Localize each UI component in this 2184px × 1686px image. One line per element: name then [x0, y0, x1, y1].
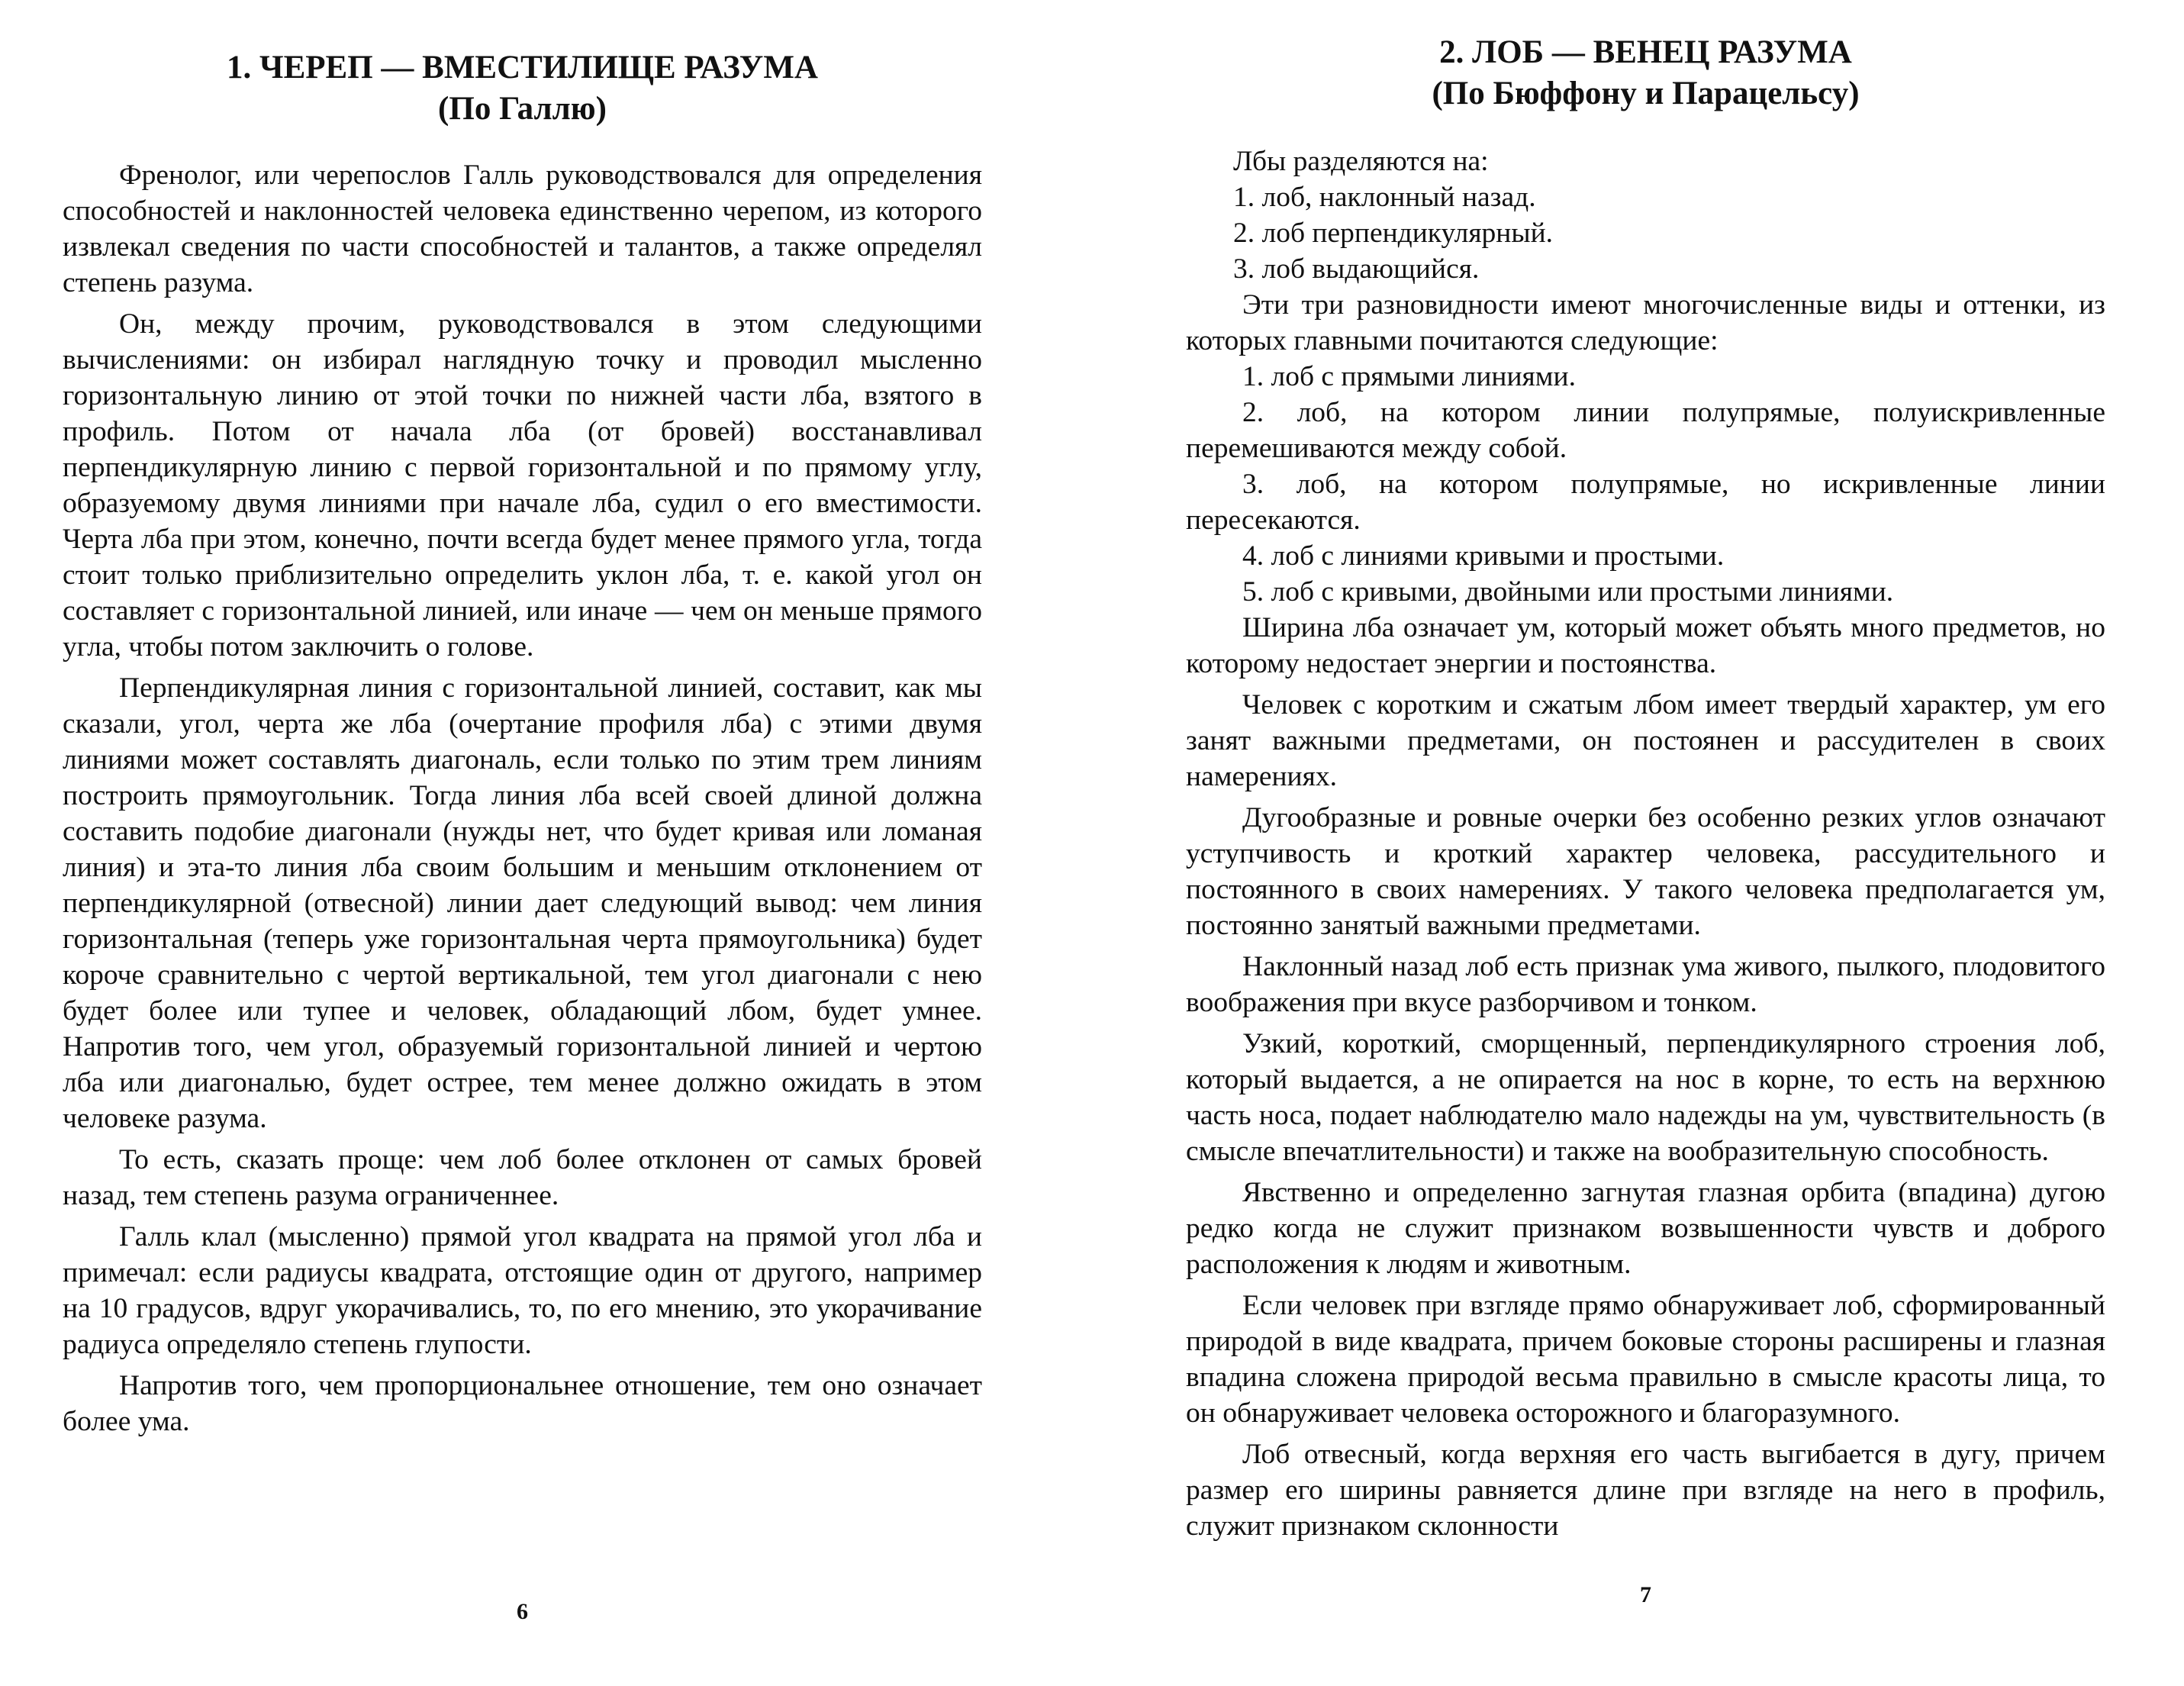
- left-paragraph: Напротив того, чем пропорциональнее отношение, тем оно означает более ума.: [63, 1370, 982, 1437]
- right-paragraph: Ширина лба означает ум, который может объять много предметов, но которому недостает энергии и постоянства.: [1186, 612, 2105, 679]
- forehead-variety-item: 1. лоб с прямыми линиями.: [1242, 361, 1576, 392]
- right-paragraph-varieties: Эти три разновидности имеют многочисленные виды и оттенки, из которых главными почитаются следующие:: [1186, 289, 2105, 356]
- forehead-variety-item: 4. лоб с линиями кривыми и простыми.: [1242, 540, 1725, 572]
- left-chapter-title: [63, 0, 982, 130]
- right-page-body: [1186, 143, 2105, 1549]
- left-paragraph: Френолог, или черепослов Галль руководствовался для определения способностей и наклонностей человека единственно черепом, из которого извлекал сведения по части способностей и талантов, а также определял степень разума.: [63, 160, 982, 298]
- right-intro: Лбы разделяются на:: [1233, 146, 1489, 177]
- right-paragraph: Наклонный назад лоб есть признак ума живого, пылкого, плодовитого воображения при вкусе разборчивом и тонком.: [1186, 951, 2105, 1018]
- left-page-number: 6: [517, 1599, 528, 1624]
- right-chapter-title: [1186, 0, 2105, 114]
- forehead-variety-item: 2. лоб, на котором линии полупрямые, полуискривленные перемешиваются между собой.: [1186, 397, 2105, 464]
- forehead-variety-item: 3. лоб, на котором полупрямые, но искривленные линии пересекаются.: [1186, 469, 2105, 536]
- right-paragraph: Если человек при взгляде прямо обнаруживает лоб, сформированный природой в виде квадрата, причем боковые стороны расширены и глазная впадина сложена природой весьма правильно в смысле красоты лица, то он обнаруживает человека осторожного и благоразумного.: [1186, 1290, 2105, 1429]
- forehead-variety-item: 5. лоб с кривыми, двойными или простыми линиями.: [1242, 576, 1894, 608]
- right-page: [1186, 0, 2105, 1607]
- forehead-type-item: 1. лоб, наклонный назад.: [1233, 182, 1536, 213]
- right-paragraph: Человек с коротким и сжатым лбом имеет твердый характер, ум его занят важными предметами, он постоянен и рассудителен в своих намерениях.: [1186, 689, 2105, 792]
- right-page-number: 7: [1640, 1582, 1651, 1607]
- right-paragraph: Дугообразные и ровные очерки без особенно резких углов означают уступчивость и кроткий характер человека, рассудительного и постоянного в своих намерениях. У такого человека предполагается ум, постоянно занятый важными предметами.: [1186, 802, 2105, 941]
- left-title-line2: (По Галлю): [438, 91, 607, 127]
- left-paragraph: Он, между прочим, руководствовался в этом следующими вычислениями: он избирал наглядную точку и проводил мысленно горизонтальную линию от этой точки по нижней части лба, взятого в профиль. Потом от начала лба (от бровей) восстанавливал перпендикулярную линию с первой горизонтальной и по прямому углу, образуемому двумя линиями при начале лба, судил о его вместимости. Черта лба при этом, конечно, почти всегда будет менее прямого угла, тогда стоит только приблизительно определить уклон лба, т. е. какой угол он составляет с горизонтальной линией, или иначе — чем он меньше прямого угла, чтобы потом заключить о голове.: [63, 308, 982, 662]
- left-paragraph: Галль клал (мысленно) прямой угол квадрата на прямой угол лба и примечал: если радиусы квадрата, отстоящие один от другого, например на 10 градусов, вдруг укорачивались, то, по его мнению, это укорачивание радиуса определяло степень глупости.: [63, 1221, 982, 1360]
- right-paragraph: Явственно и определенно загнутая глазная орбита (впадина) дугою редко когда не служит признаком возвышенности чувств и доброго расположения к людям и животным.: [1186, 1177, 2105, 1280]
- left-page: [63, 0, 982, 1624]
- left-paragraph: То есть, сказать проще: чем лоб более отклонен от самых бровей назад, тем степень разума ограниченнее.: [63, 1144, 982, 1211]
- right-title-line2: (По Бюффону и Парацельсу): [1432, 76, 1860, 111]
- left-page-body: [63, 157, 982, 1445]
- forehead-type-item: 2. лоб перпендикулярный.: [1233, 218, 1554, 249]
- left-paragraph: Перпендикулярная линия с горизонтальной линией, составит, как мы сказали, угол, черта же лба (очертание профиля лба) с этими двумя линиями может составлять диагональ, если только по этим трем линиям построить прямоугольник. Тогда линия лба всей своей длиной должна составить подобие диагонали (нужды нет, что будет кривая или ломаная линия) и эта-то линия лба своим большим и меньшим отклонением от перпендикулярной (отвесной) линии дает следующий вывод: чем линия горизонтальная (теперь уже горизонтальная черта прямоугольника) будет короче сравнительно с чертой вертикальной, тем угол диагонали с нею будет более или тупее и человек, обладающий лбом, будет умнее. Напротив того, чем угол, образуемый горизонтальной линией и чертою лба или диагональю, будет острее, тем менее должно ожидать в этом человеке разума.: [63, 672, 982, 1134]
- left-title-line1: 1. ЧЕРЕП — ВМЕСТИЛИЩЕ РАЗУМА: [227, 50, 818, 85]
- forehead-type-item: 3. лоб выдающийся.: [1233, 253, 1480, 285]
- right-paragraph: Лоб отвесный, когда верхняя его часть выгибается в дугу, причем размер его ширины равняется длине при взгляде на него в профиль, служит признаком склонности: [1186, 1439, 2105, 1542]
- right-title-line1: 2. ЛОБ — ВЕНЕЦ РАЗУМА: [1439, 34, 1852, 70]
- right-paragraph: Узкий, короткий, сморщенный, перпендикулярного строения лоб, который выдается, а не опирается на нос в корне, то есть на верхнюю часть носа, подает наблюдателю мало надежды на ум, чувствительность (в смысле впечатлительности) и также на вообразительную способность.: [1186, 1028, 2105, 1167]
